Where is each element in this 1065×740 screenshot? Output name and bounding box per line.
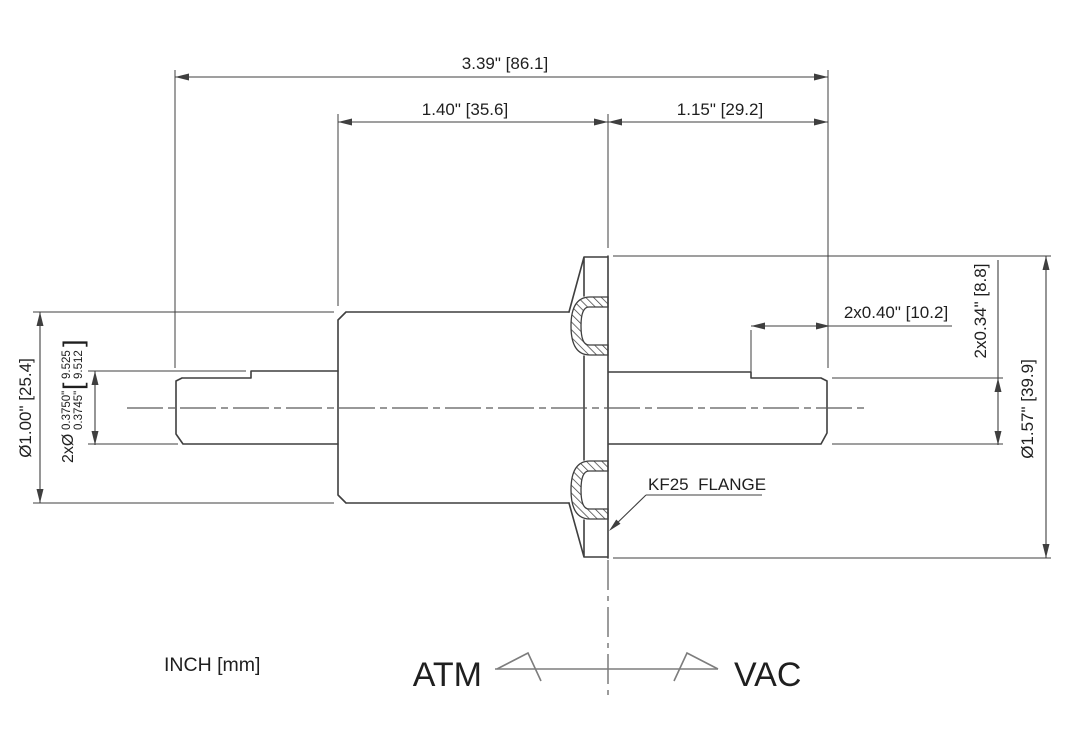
arrowhead <box>37 489 44 503</box>
arrowhead <box>995 378 1002 392</box>
dim-atm-length: 1.40" [35.6] <box>421 100 509 119</box>
vac-label: VAC <box>734 656 802 694</box>
flange-callout-label: KF25 FLANGE <box>648 475 767 494</box>
arrowhead <box>814 119 828 126</box>
dim-shaft-diameter <box>58 339 88 463</box>
arrowhead <box>1043 256 1050 270</box>
atm-direction-flag <box>497 653 541 681</box>
arrowhead <box>751 323 765 330</box>
arrowhead <box>608 119 622 126</box>
shaft-dia-mm-lower: 9.512 <box>73 350 85 379</box>
dim-body-diameter: Ø1.00" [25.4] <box>16 358 35 458</box>
shaft-dia-mm-upper: 9.525 <box>61 350 73 379</box>
shaft-dia-inch-lower: 0.3745" <box>73 390 85 430</box>
atm-label: ATM <box>412 656 482 694</box>
vac-direction-flag <box>674 653 718 681</box>
arrowhead <box>175 74 189 81</box>
oring-section-top <box>571 297 608 355</box>
arrowhead <box>594 119 608 126</box>
shaft-dia-open-bracket: [ <box>58 382 88 390</box>
dim-vac-length: 1.15" [29.2] <box>676 100 764 119</box>
units-note: INCH [mm] <box>164 654 261 676</box>
arrowhead <box>995 431 1002 445</box>
dim-flat-length: 2x0.40" [10.2] <box>843 303 949 322</box>
dim-overall-length: 3.39" [86.1] <box>461 54 549 73</box>
arrowhead <box>1043 544 1050 558</box>
shaft-dia-inch-upper: 0.3750" <box>61 390 73 430</box>
dim-flange-diameter: Ø1.57" [39.9] <box>1018 359 1037 459</box>
oring-section-bottom <box>571 461 608 519</box>
shaft-dia-prefix: 2xØ <box>60 433 77 463</box>
arrowhead <box>814 74 828 81</box>
arrowhead <box>338 119 352 126</box>
arrowhead <box>37 312 44 326</box>
arrowhead <box>92 431 99 445</box>
arrowhead <box>92 371 99 385</box>
dim-flat-across: 2x0.34" [8.8] <box>971 263 990 359</box>
shaft-dia-close-bracket: ] <box>58 339 88 347</box>
